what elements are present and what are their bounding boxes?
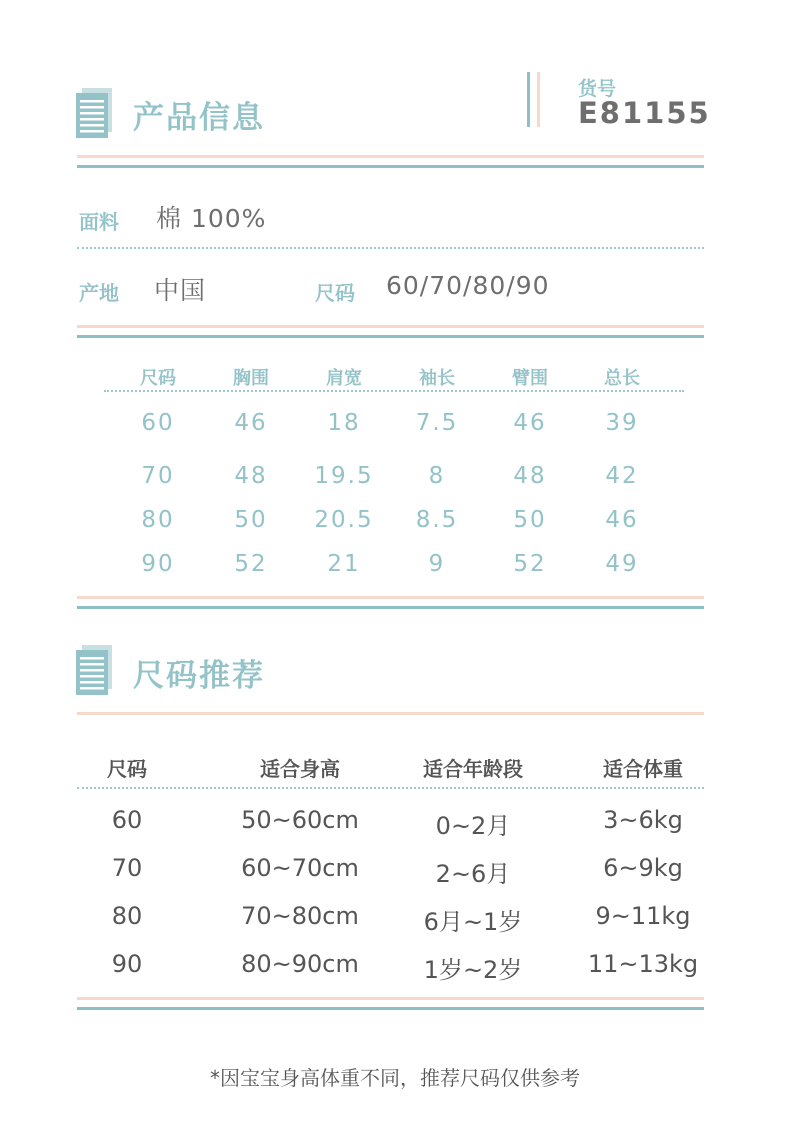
table-cell: 20.5 bbox=[314, 507, 374, 533]
table-cell: 60 bbox=[141, 410, 175, 436]
divider bbox=[77, 606, 704, 609]
divider bbox=[77, 155, 704, 158]
table-cell: 49 bbox=[605, 551, 639, 577]
table-cell: 60 bbox=[111, 806, 143, 834]
table-cell: 9~11kg bbox=[595, 902, 691, 930]
table-cell: 42 bbox=[605, 463, 639, 489]
document-icon bbox=[76, 645, 114, 695]
item-no-label: 货号 bbox=[578, 78, 617, 100]
table-cell: 70 bbox=[141, 463, 175, 489]
table-cell: 60~70cm bbox=[241, 854, 359, 882]
header-cell: 适合体重 bbox=[603, 757, 683, 781]
table-cell: 3~6kg bbox=[603, 806, 683, 834]
table-cell: 1岁~2岁 bbox=[423, 956, 523, 984]
table-cell: 6~9kg bbox=[603, 854, 683, 882]
table-cell: 18 bbox=[327, 410, 361, 436]
origin-label: 产地 bbox=[79, 281, 119, 305]
divider bbox=[77, 1007, 704, 1010]
table-cell: 80~90cm bbox=[241, 950, 359, 978]
table-cell: 90 bbox=[141, 551, 175, 577]
divider bbox=[77, 712, 704, 715]
header-cell: 肩宽 bbox=[326, 368, 362, 389]
table-cell: 70~80cm bbox=[241, 902, 359, 930]
table-cell: 52 bbox=[513, 551, 547, 577]
table-cell: 8 bbox=[428, 463, 446, 489]
divider bbox=[77, 997, 704, 1000]
table-cell: 21 bbox=[327, 551, 361, 577]
table-cell: 7.5 bbox=[415, 410, 459, 436]
table-cell: 2~6月 bbox=[435, 860, 511, 888]
table-cell: 19.5 bbox=[314, 463, 374, 489]
size-recommend-heading: 尺码推荐 bbox=[133, 658, 265, 694]
divider bbox=[77, 335, 704, 338]
document-icon bbox=[76, 88, 114, 138]
origin-value: 中国 bbox=[154, 276, 207, 305]
item-no-divider-teal bbox=[527, 72, 530, 127]
table-cell: 46 bbox=[234, 410, 268, 436]
table-cell: 8.5 bbox=[415, 507, 459, 533]
dotted-divider bbox=[77, 247, 704, 249]
table-cell: 50~60cm bbox=[241, 806, 359, 834]
divider bbox=[77, 596, 704, 599]
table-cell: 50 bbox=[513, 507, 547, 533]
table-cell: 46 bbox=[605, 507, 639, 533]
dotted-divider bbox=[104, 390, 684, 392]
header-cell: 袖长 bbox=[419, 368, 455, 389]
table-cell: 9 bbox=[428, 551, 446, 577]
item-no-divider-pink bbox=[537, 72, 540, 127]
header-cell: 适合身高 bbox=[260, 757, 340, 781]
size-value: 60/70/80/90 bbox=[386, 271, 550, 300]
table-cell: 80 bbox=[111, 902, 143, 930]
table-cell: 80 bbox=[141, 507, 175, 533]
material-value: 棉 100% bbox=[156, 204, 267, 233]
header-cell: 臂围 bbox=[512, 368, 548, 389]
table-cell: 50 bbox=[234, 507, 268, 533]
product-info-heading: 产品信息 bbox=[133, 100, 265, 136]
table-cell: 48 bbox=[513, 463, 547, 489]
divider bbox=[77, 165, 704, 168]
table-cell: 90 bbox=[111, 950, 143, 978]
size-label: 尺码 bbox=[315, 281, 355, 305]
table-cell: 6月~1岁 bbox=[423, 908, 523, 936]
dotted-divider bbox=[77, 787, 704, 789]
item-no-value: E81155 bbox=[578, 96, 711, 130]
header-cell: 总长 bbox=[604, 368, 640, 389]
table-cell: 46 bbox=[513, 410, 547, 436]
table-cell: 70 bbox=[111, 854, 143, 882]
header-cell: 尺码 bbox=[140, 368, 176, 389]
table-cell: 48 bbox=[234, 463, 268, 489]
material-label: 面料 bbox=[79, 210, 119, 234]
table-cell: 0~2月 bbox=[435, 812, 511, 840]
header-cell: 尺码 bbox=[107, 757, 147, 781]
header-cell: 胸围 bbox=[233, 368, 269, 389]
table-cell: 52 bbox=[234, 551, 268, 577]
table-cell: 39 bbox=[605, 410, 639, 436]
footnote: *因宝宝身高体重不同，推荐尺码仅供参考 bbox=[210, 1066, 580, 1090]
header-cell: 适合年龄段 bbox=[423, 757, 523, 781]
table-cell: 11~13kg bbox=[587, 950, 699, 978]
divider bbox=[77, 325, 704, 328]
